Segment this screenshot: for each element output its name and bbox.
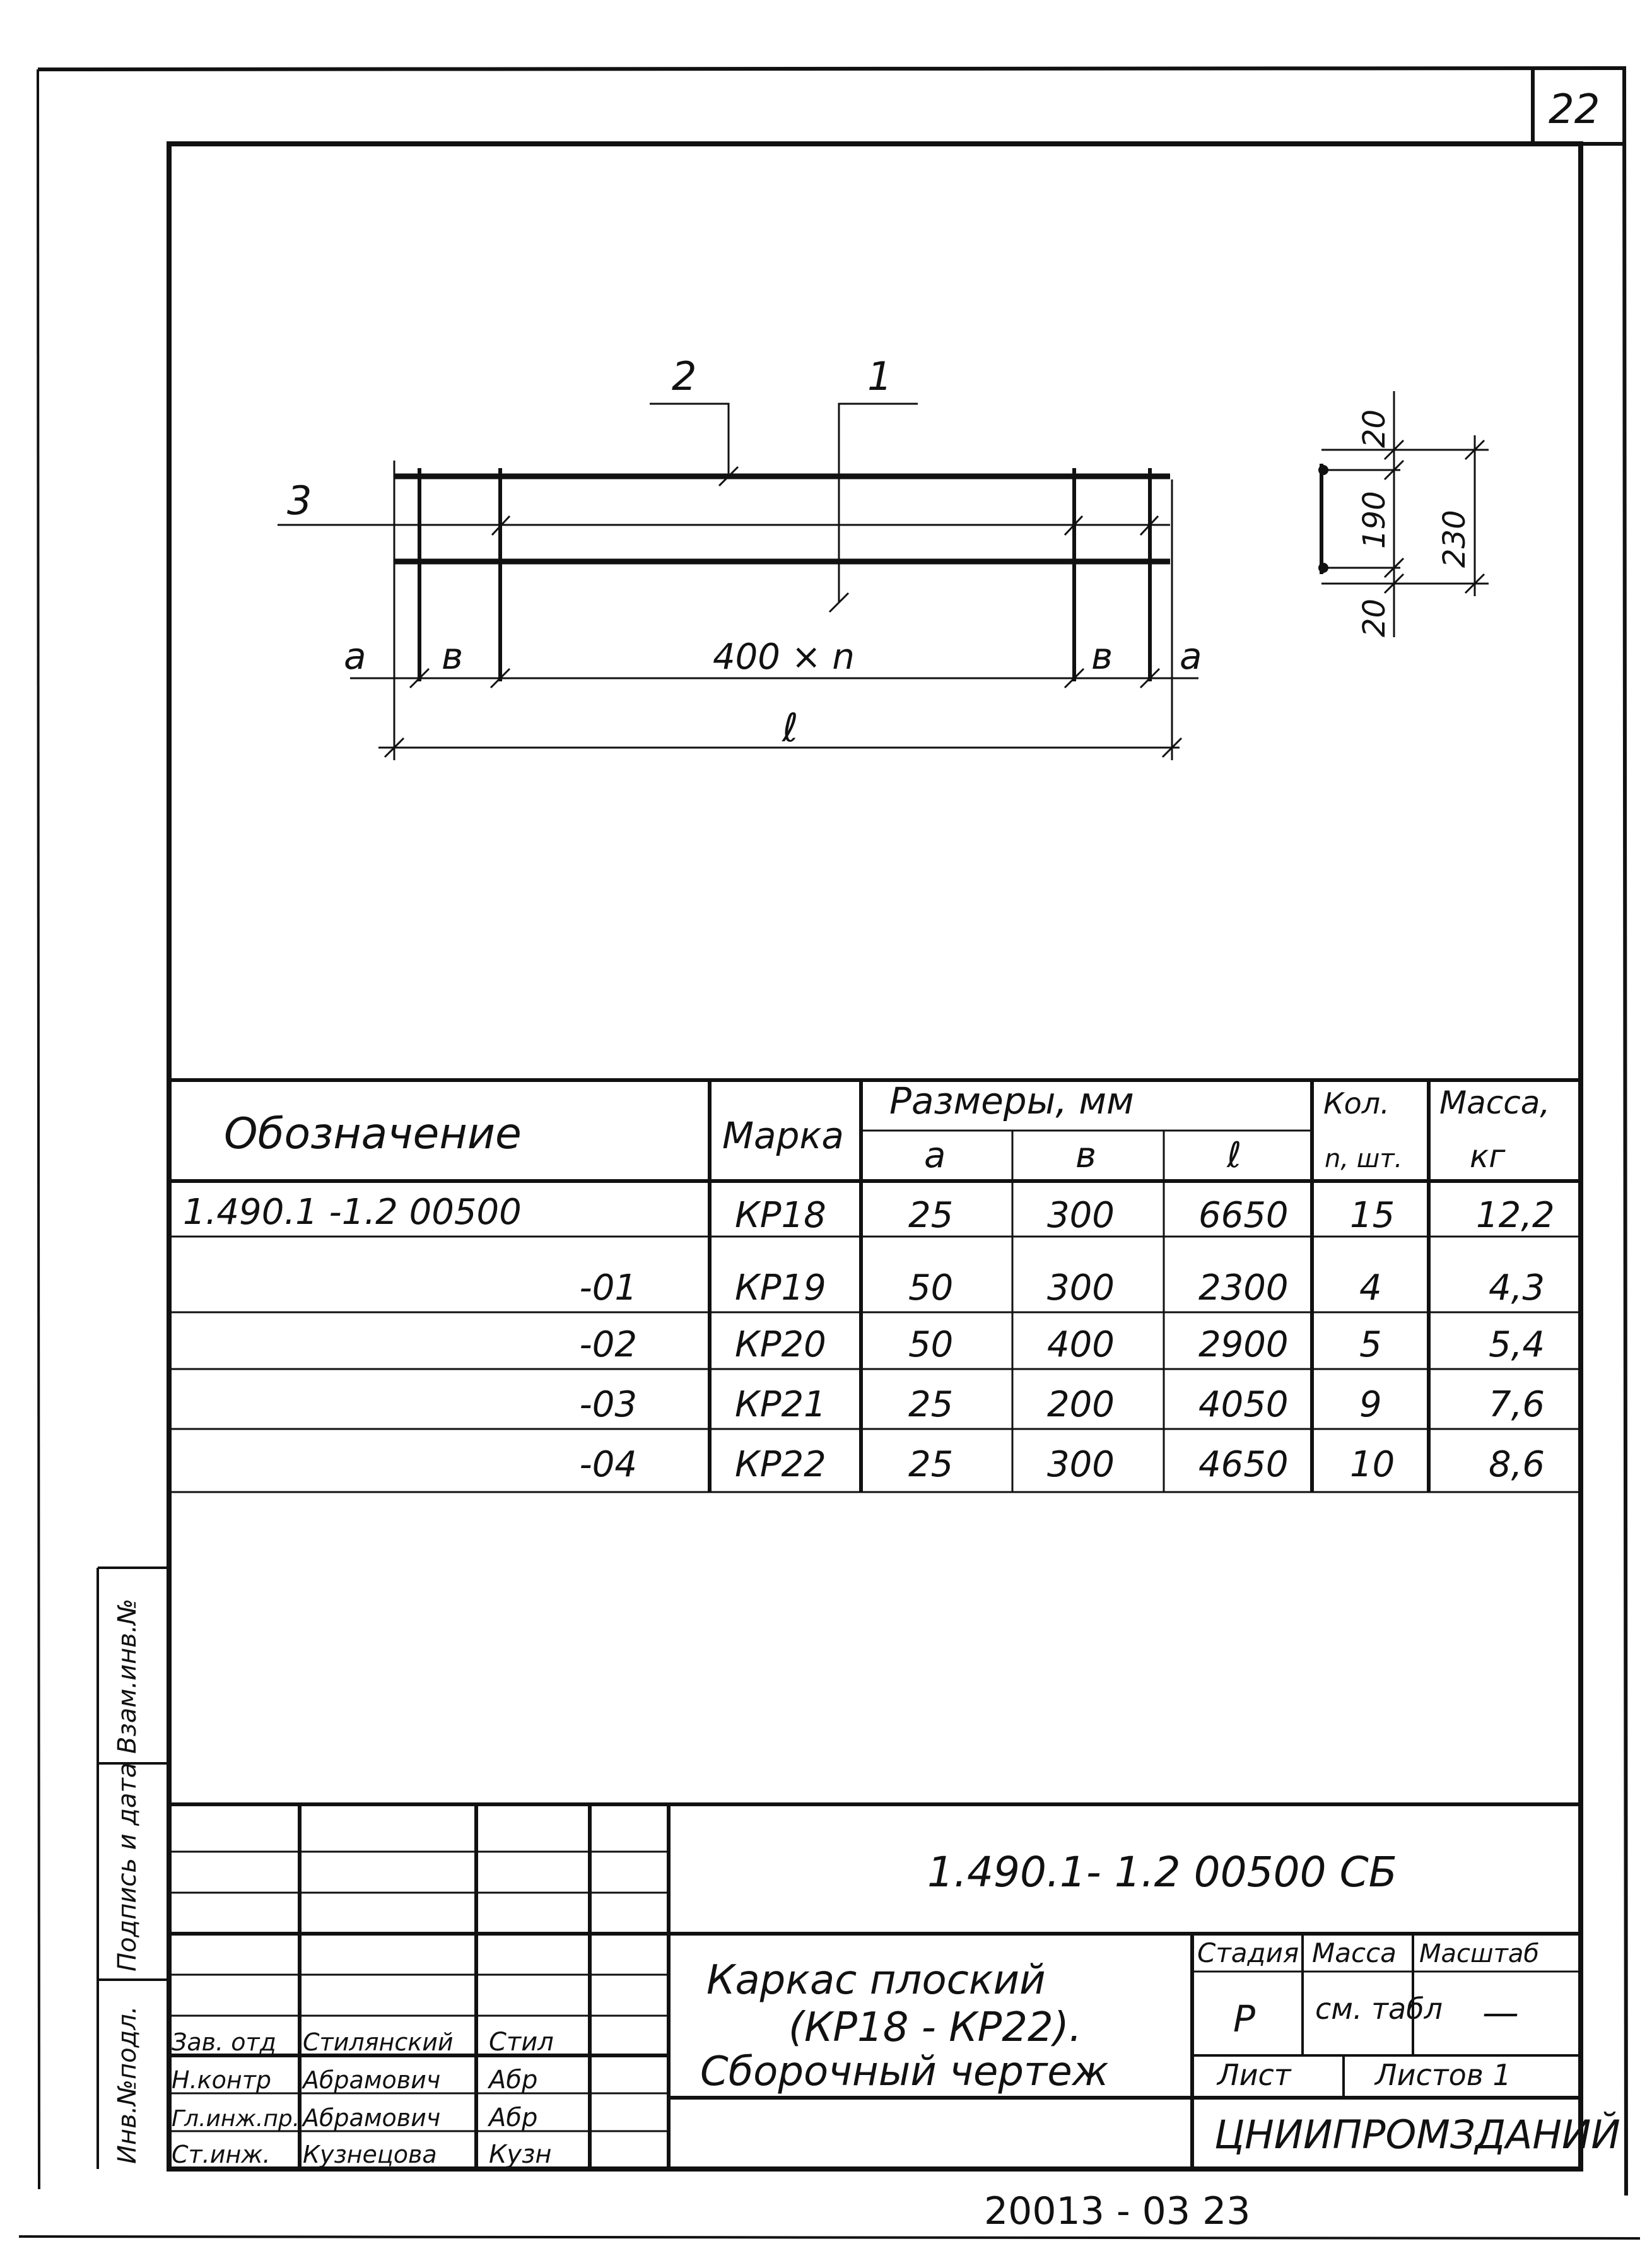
- row-designation: -01: [579, 1267, 637, 1308]
- dim-b-right: в: [1091, 635, 1113, 678]
- row-mass: 8,6: [1489, 1444, 1545, 1485]
- signature-role: Ст.инж.: [172, 2141, 271, 2168]
- row-designation: -03: [579, 1384, 637, 1425]
- frame-drawing: [278, 391, 1489, 760]
- header-designation: Обозначение: [224, 1109, 522, 1159]
- signature-name: Абрамович: [303, 2104, 441, 2132]
- stage-value: Р: [1233, 1997, 1255, 2040]
- row-mass: 7,6: [1489, 1384, 1545, 1425]
- header-dimensions: Размеры, мм: [889, 1079, 1134, 1122]
- header-mark: Марка: [722, 1114, 844, 1157]
- row-dim-b: 300: [1047, 1444, 1115, 1485]
- signature-mark: Стил: [489, 2028, 554, 2057]
- dim-a-right: a: [1180, 635, 1202, 678]
- section-rod-bottom: [1318, 563, 1328, 573]
- row-mass: 5,4: [1489, 1324, 1545, 1365]
- side-stamp-replace-inv: Взам.инв.№: [113, 1598, 142, 1754]
- callout-1: 1: [867, 353, 893, 399]
- row-dim-l: 4650: [1198, 1444, 1289, 1485]
- dim-a-left: a: [344, 635, 366, 678]
- callout-3: 3: [287, 478, 312, 524]
- row-dim-a: 25: [908, 1384, 954, 1425]
- row-dim-a: 50: [908, 1267, 954, 1308]
- section-dim-total: 230: [1437, 510, 1472, 568]
- table-row: [183, 1192, 1555, 1236]
- side-stamp-inv-no: Инв.№подл.: [113, 2006, 142, 2164]
- signature-name: Абрамович: [303, 2066, 441, 2094]
- signature-mark: Абр: [489, 2066, 538, 2095]
- side-stamp-sign-date: Подпись и дата: [113, 1762, 142, 1972]
- signature-mark: Абр: [489, 2103, 538, 2132]
- row-qty: 9: [1359, 1384, 1382, 1425]
- footer-code: 20013 - 03 23: [984, 2189, 1251, 2233]
- row-dim-b: 200: [1047, 1384, 1115, 1425]
- table-row: [580, 1384, 1545, 1425]
- header-qty-2: n, шт.: [1325, 1144, 1403, 1173]
- row-mark: КР22: [735, 1444, 826, 1485]
- signature-role: Н.контр: [172, 2066, 271, 2094]
- row-mark: КР21: [735, 1384, 826, 1425]
- header-mass-1: Масса,: [1439, 1084, 1550, 1121]
- row-designation: 1.490.1 -1.2 00500: [183, 1192, 522, 1233]
- mass-label: Масса: [1312, 1937, 1397, 1968]
- sheet-label: Лист: [1217, 2058, 1291, 2092]
- sheet-number: 22: [1549, 86, 1600, 133]
- doc-code: 1.490.1- 1.2 00500 СБ: [927, 1848, 1397, 1896]
- row-mass: 4,3: [1489, 1267, 1545, 1308]
- row-mass: 12,2: [1476, 1195, 1555, 1236]
- section-dim-mid: 190: [1357, 491, 1392, 549]
- signature-name: Кузнецова: [303, 2141, 437, 2168]
- row-designation: -04: [579, 1444, 637, 1485]
- dim-b-left: в: [442, 635, 464, 678]
- row-dim-b: 300: [1047, 1267, 1115, 1308]
- signature-role: Зав. отд: [172, 2028, 276, 2056]
- row-qty: 4: [1359, 1267, 1382, 1308]
- row-dim-l: 6650: [1198, 1195, 1289, 1236]
- organization: ЦНИИПРОМЗДАНИЙ: [1214, 2112, 1620, 2158]
- table-row: [580, 1267, 1545, 1308]
- signature-role: Гл.инж.пр.: [172, 2106, 300, 2132]
- row-dim-l: 2900: [1198, 1324, 1289, 1365]
- stage-label: Стадия: [1197, 1937, 1299, 1968]
- signature-mark: Кузн: [489, 2140, 552, 2169]
- dim-length: ℓ: [782, 705, 799, 751]
- row-qty: 10: [1350, 1444, 1395, 1485]
- row-qty: 15: [1350, 1195, 1395, 1236]
- row-qty: 5: [1359, 1324, 1382, 1365]
- signature-name: Стилянский: [303, 2028, 454, 2056]
- row-dim-a: 50: [908, 1324, 954, 1365]
- title-line-1: Каркас плоский: [706, 1957, 1046, 2004]
- row-dim-a: 25: [908, 1444, 954, 1485]
- header-qty-1: Кол.: [1323, 1086, 1390, 1120]
- scale-label: Масштаб: [1419, 1939, 1540, 1968]
- row-dim-b: 300: [1047, 1195, 1115, 1236]
- section-dim-bottom: 20: [1357, 598, 1392, 637]
- row-mark: КР18: [735, 1195, 826, 1236]
- row-dim-b: 400: [1047, 1324, 1115, 1365]
- header-dim-b: в: [1075, 1135, 1097, 1176]
- header-dim-a: a: [924, 1135, 946, 1176]
- callout-2: 2: [672, 353, 697, 399]
- header-mass-2: кг: [1470, 1138, 1506, 1175]
- mass-value: см. табл: [1315, 1992, 1443, 2026]
- title-line-3: Сборочный чертеж: [700, 2048, 1109, 2095]
- section-dim-top: 20: [1357, 409, 1392, 448]
- title-line-2: (КР18 - КР22).: [788, 2004, 1082, 2051]
- row-dim-l: 4050: [1198, 1384, 1289, 1425]
- table-row: [580, 1444, 1545, 1485]
- row-mark: КР20: [735, 1324, 826, 1365]
- row-dim-l: 2300: [1198, 1267, 1289, 1308]
- section-rod-top: [1318, 465, 1328, 475]
- row-mark: КР19: [735, 1267, 826, 1308]
- sheets-label: Листов 1: [1375, 2058, 1511, 2092]
- table-row: [580, 1324, 1545, 1365]
- scale-value: —: [1482, 1991, 1519, 2034]
- row-designation: -02: [579, 1324, 637, 1365]
- dim-pitch: 400 × n: [713, 637, 855, 678]
- header-dim-l: ℓ: [1227, 1135, 1242, 1176]
- row-dim-a: 25: [908, 1195, 954, 1236]
